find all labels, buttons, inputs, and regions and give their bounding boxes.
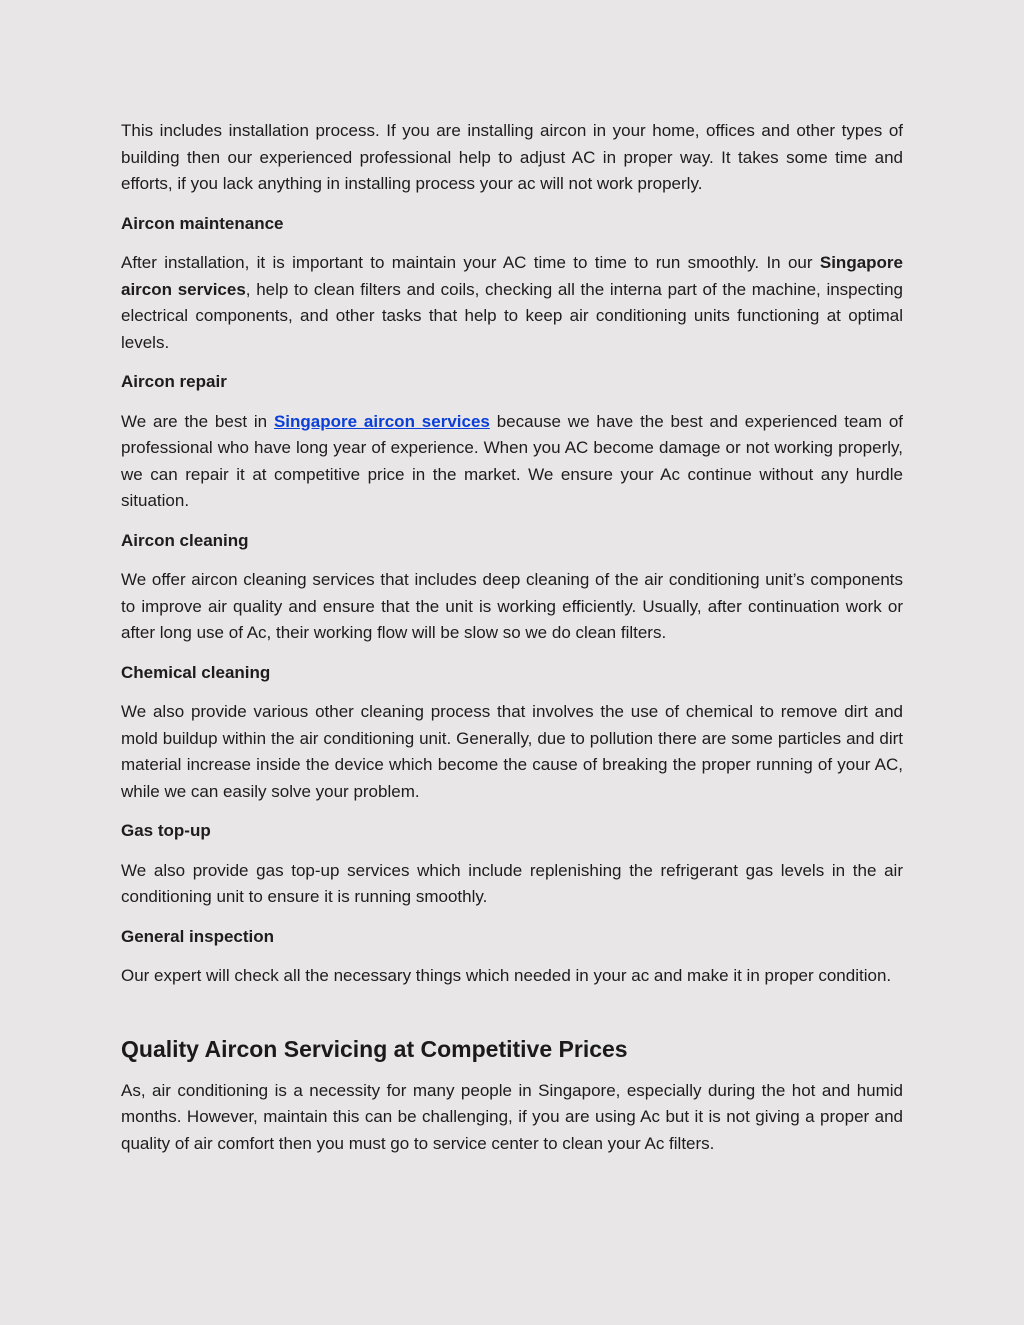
maintenance-subheading: Aircon maintenance bbox=[121, 213, 284, 233]
cleaning-paragraph: We offer aircon cleaning services that includes deep cleaning of the air conditioning unit’s components to improve air quality and ensure that the unit is working efficiently. Usually, after continuation work or after long use of Ac, their working flow will be slow so we do clean filters. bbox=[121, 570, 903, 642]
repair-paragraph bbox=[121, 409, 903, 515]
repair-text-before: We are the best in bbox=[121, 411, 274, 431]
gas-subheading: Gas top-up bbox=[121, 821, 211, 840]
maintenance-text-before: After installation, it is important to maintain your AC time to time to run smoothly. In our bbox=[121, 253, 820, 272]
repair-text-after: because we have the best and experienced team of professional who have long year of experience. When you AC become damage or not working properly, we can repair it at competitive price in the market. We ensure your Ac continue without any hurdle situation. bbox=[121, 411, 904, 510]
maintenance-paragraph bbox=[121, 250, 903, 356]
chemical-paragraph: We also provide various other cleaning process that involves the use of chemical to remove dirt and mold buildup within the air conditioning unit. Generally, due to pollution there are some particles and dirt material increase inside the device which become the cause of breaking the proper running of your AC, while we can easily solve your problem. bbox=[121, 702, 903, 801]
maintenance-bold-phrase: Singapore aircon services bbox=[121, 253, 903, 299]
singapore-aircon-services-link[interactable]: Singapore aircon services bbox=[273, 411, 490, 431]
chemical-subheading: Chemical cleaning bbox=[121, 662, 271, 682]
quality-heading: Quality Aircon Servicing at Competitive Prices bbox=[121, 1035, 628, 1062]
gas-paragraph: We also provide gas top-up services which include replenishing the refrigerant gas levels in the air conditioning unit to ensure it is running smoothly. bbox=[121, 860, 903, 906]
inspection-paragraph: Our expert will check all the necessary things which needed in your ac and make it in proper condition. bbox=[121, 966, 892, 985]
quality-paragraph: As, air conditioning is a necessity for many people in Singapore, especially during the hot and humid months. However, maintain this can be challenging, if you are using Ac but it is not giving a proper and quality of air comfort then you must go to service center to clean your Ac filters. bbox=[121, 1080, 903, 1153]
repair-subheading: Aircon repair bbox=[121, 372, 227, 391]
cleaning-subheading: Aircon cleaning bbox=[121, 530, 249, 550]
maintenance-text-after: , help to clean filters and coils, checking all the interna part of the machine, inspecting electrical components, and other tasks that help to keep air conditioning units functioning at optimal levels. bbox=[121, 279, 903, 352]
inspection-subheading: General inspection bbox=[121, 926, 275, 946]
document-page bbox=[121, 118, 903, 1170]
intro-paragraph: This includes installation process. If you are installing aircon in your home, offices and other types of building then our experienced professional help to adjust AC in proper way. It takes some time and efforts, if you lack anything in installing process your ac will not work properly. bbox=[121, 121, 903, 193]
